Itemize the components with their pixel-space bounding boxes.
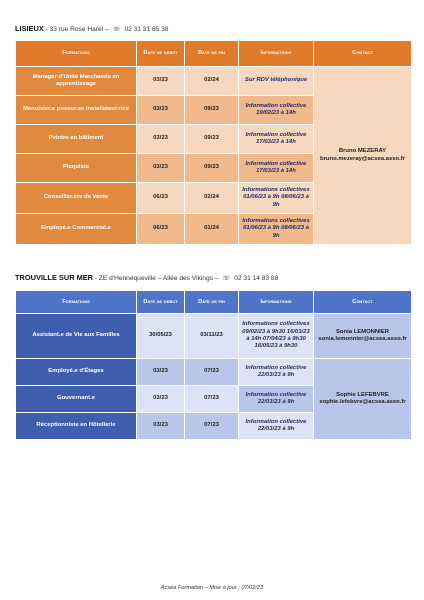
date-fin-cell: 09/23 <box>185 96 239 125</box>
separator: - <box>45 26 50 33</box>
address: 33 rue Rose Harel <box>49 26 104 33</box>
phone-icon: ☏ <box>112 26 121 33</box>
info-cell: Information collective 17/03/23 à 14h <box>239 154 314 183</box>
formation-cell: Assistant.e de Vie aux Familles <box>16 314 137 359</box>
date-debut-cell: 03/23 <box>137 154 185 183</box>
contact-name: Sophie LEFEBVRE <box>336 391 389 398</box>
city-name: LISIEUX <box>15 24 44 33</box>
info-cell: Information collective 10/02/23 à 14h <box>239 96 314 125</box>
column-header-contact: Contact <box>314 291 412 314</box>
info-cell: Information collective 22/03/23 à 9h <box>239 413 314 440</box>
formation-cell: Menuisier.e poseur.se installateur.rice <box>16 96 137 125</box>
formation-cell: Plaquiste <box>16 154 137 183</box>
date-debut-cell: 06/23 <box>137 214 185 245</box>
separator: – <box>104 26 111 33</box>
contact-email[interactable]: sonia.lemonnier@acsea.asso.fr <box>318 336 407 342</box>
table-header-row <box>16 41 412 67</box>
info-cell: Informations collectives 01/06/23 à 9h 08/06/23 à 9h <box>239 214 314 245</box>
date-debut-cell: 03/23 <box>137 67 185 96</box>
contact-email[interactable]: sophie.lefebvre@acsea.asso.fr <box>319 399 406 405</box>
column-header-informations: Informations <box>239 41 314 67</box>
info-cell: Information collective 22/03/23 à 9h <box>239 386 314 413</box>
info-cell: Information collective 22/03/23 à 9h <box>239 359 314 386</box>
phone-number: 02 31 31 85 38 <box>124 26 169 33</box>
formation-cell: Réceptionniste en Hôtellerie <box>16 413 137 440</box>
trouville-heading <box>15 273 278 282</box>
date-fin-cell: 03/11/23 <box>185 314 239 359</box>
lisieux-table <box>15 40 412 245</box>
formation-cell: Gouvernant.e <box>16 386 137 413</box>
footer-update-note: Acséa Formation – Mise à jour : 07/02/23 <box>160 585 264 591</box>
separator: - <box>94 275 99 282</box>
column-header-date-debut: Date de debut <box>137 41 185 67</box>
city-name: TROUVILLE SUR MER <box>15 273 94 282</box>
contact-email[interactable]: bruno.mezeray@acsea.asso.fr <box>320 155 405 162</box>
column-header-contact: Contact <box>314 41 412 67</box>
date-debut-cell: 03/23 <box>137 96 185 125</box>
column-header-formations: Formations <box>16 41 137 67</box>
formation-cell: Manager d'Unité Marchande en apprentissage <box>16 67 137 96</box>
date-debut-cell: 03/23 <box>137 125 185 154</box>
date-debut-cell: 03/23 <box>137 413 185 440</box>
table-row <box>16 67 412 96</box>
address: ZE d'Hennequeville – Allée des Vikings – <box>98 275 219 282</box>
contact-name: Bruno MEZERAY <box>338 148 387 155</box>
table-row <box>16 314 412 359</box>
date-fin-cell: 07/23 <box>185 386 239 413</box>
phone-icon: ☏ <box>222 275 231 282</box>
formation-cell: Peintre en bâtiment <box>16 125 137 154</box>
trouville-table <box>15 290 412 440</box>
lisieux-heading <box>15 24 168 33</box>
contact-name: Sonia LEMONNIER <box>335 328 390 335</box>
phone-number: 02 31 14 83 88 <box>234 275 279 282</box>
formation-cell: Conseiller.ère de Vente <box>16 183 137 214</box>
date-fin-cell: 02/24 <box>185 67 239 96</box>
date-debut-cell: 30/05/23 <box>137 314 185 359</box>
column-header-date-debut: Date de debut <box>137 291 185 314</box>
date-debut-cell: 03/23 <box>137 359 185 386</box>
formation-cell: Employé.e Commercial.e <box>16 214 137 245</box>
info-cell: Sur RDV téléphonique <box>239 67 314 96</box>
info-cell: Informations collectives 01/06/23 à 9h 08/06/23 à 9h <box>239 183 314 214</box>
date-debut-cell: 03/23 <box>137 386 185 413</box>
column-header-date-fin: Date de fin <box>185 41 239 67</box>
contact-cell <box>314 67 412 245</box>
table-header-row <box>16 291 412 314</box>
info-cell: Informations collectives 09/02/23 à 9h30 16/03/23 à 14h 07/04/23 à 9h30 16/05/23 à 9h30 <box>239 314 314 359</box>
date-fin-cell: 07/23 <box>185 413 239 440</box>
column-header-informations: Informations <box>239 291 314 314</box>
contact-cell <box>314 359 412 440</box>
column-header-date-fin: Date de fin <box>185 291 239 314</box>
date-fin-cell: 09/23 <box>185 125 239 154</box>
contact-cell <box>314 314 412 359</box>
date-fin-cell: 02/24 <box>185 183 239 214</box>
date-fin-cell: 07/23 <box>185 359 239 386</box>
date-debut-cell: 06/23 <box>137 183 185 214</box>
date-fin-cell: 01/24 <box>185 214 239 245</box>
date-fin-cell: 09/23 <box>185 154 239 183</box>
formation-cell: Employé.e d'Étages <box>16 359 137 386</box>
column-header-formations: Formations <box>16 291 137 314</box>
info-cell: Information collective 17/03/23 à 14h <box>239 125 314 154</box>
table-row <box>16 359 412 386</box>
